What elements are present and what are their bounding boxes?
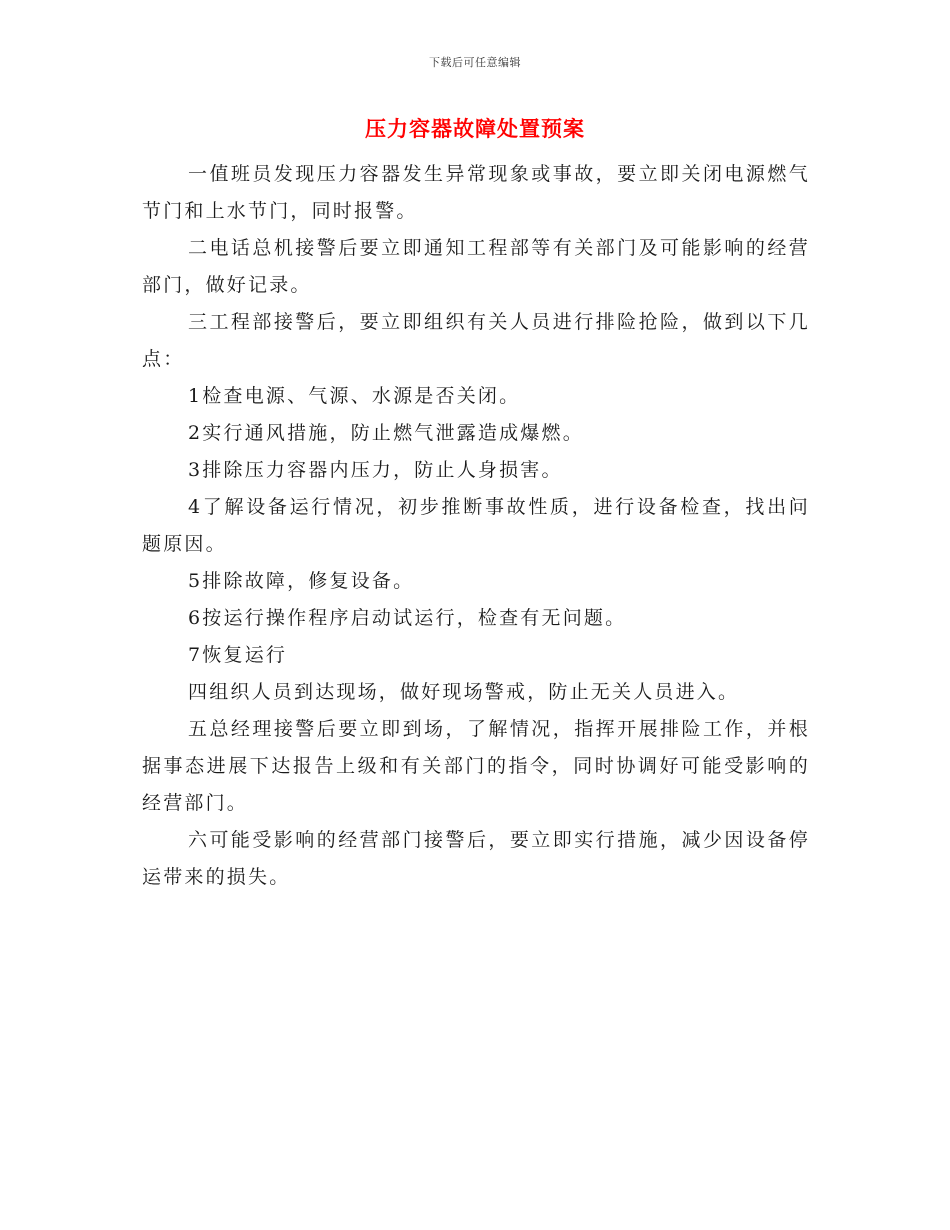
list-item-5: 5排除故障，修复设备。 <box>188 570 415 592</box>
document-title: 压力容器故障处置预案 <box>365 117 585 141</box>
list-item-2: 2实行通风措施，防止燃气泄露造成爆燃。 <box>188 422 584 444</box>
paragraph-3: 三工程部接警后，要立即组织有关人员进行排险抢险，做到以下几点： <box>142 311 810 370</box>
list-item-7: 7恢复运行 <box>188 644 288 666</box>
header-note: 下载后可任意编辑 <box>429 56 521 69</box>
document-body <box>142 156 810 896</box>
list-item-6: 6按运行操作程序启动试运行，检查有无问题。 <box>188 607 627 629</box>
paragraph-6: 六可能受影响的经营部门接警后，要立即实行措施，减少因设备停运带来的损失。 <box>142 829 810 888</box>
paragraph-4: 四组织人员到达现场，做好现场警戒，防止无关人员进入。 <box>188 681 740 703</box>
paragraph-5: 五总经理接警后要立即到场，了解情况，指挥开展排险工作，并根据事态进展下达报告上级和有关部门的指令，同时协调好可能受影响的经营部门。 <box>142 718 810 814</box>
paragraph-2: 二电话总机接警后要立即通知工程部等有关部门及可能影响的经营部门，做好记录。 <box>142 237 810 296</box>
paragraph-1: 一值班员发现压力容器发生异常现象或事故，要立即关闭电源燃气节门和上水节门，同时报警。 <box>142 163 810 222</box>
list-item-1: 1检查电源、气源、水源是否关闭。 <box>188 385 521 407</box>
list-item-4: 4了解设备运行情况，初步推断事故性质，进行设备检查，找出问题原因。 <box>142 496 810 555</box>
list-item-3: 3排除压力容器内压力，防止人身损害。 <box>188 459 563 481</box>
